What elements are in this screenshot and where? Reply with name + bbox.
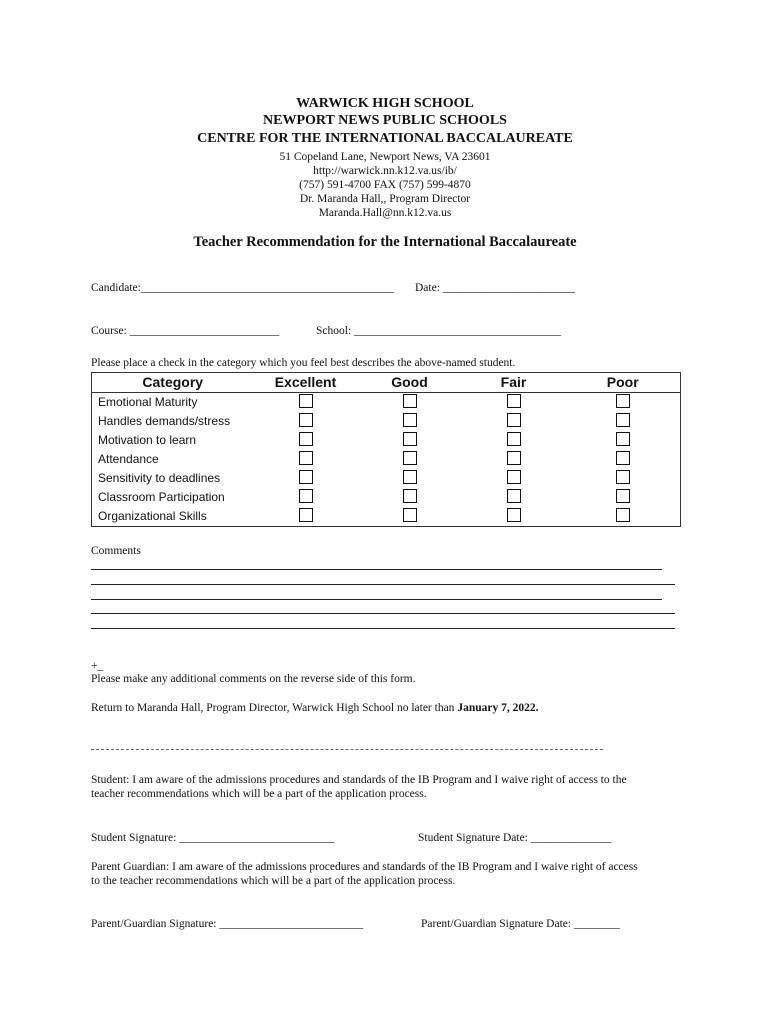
student-waiver: Student: I am aware of the admissions procedures and standards of the IB Program and I waive right of access to the	[91, 774, 627, 786]
comment-line[interactable]	[91, 569, 662, 570]
checkbox-good[interactable]	[403, 394, 417, 408]
rating-cell	[358, 450, 462, 469]
rating-cell	[566, 450, 681, 469]
rating-cell	[462, 507, 566, 527]
header-poor: Poor	[606, 374, 639, 390]
category-label: Attendance	[98, 452, 159, 466]
checkbox-good[interactable]	[403, 413, 417, 427]
rating-cell	[462, 393, 566, 413]
checkbox-excellent[interactable]	[299, 489, 313, 503]
course-field[interactable]: Course: __________________________	[91, 325, 280, 337]
address: 51 Copeland Lane, Newport News, VA 23601	[279, 151, 491, 163]
comment-line[interactable]	[91, 599, 662, 600]
checkbox-excellent[interactable]	[299, 413, 313, 427]
rating-cell	[566, 488, 681, 507]
rating-cell	[462, 412, 566, 431]
district-name: NEWPORT NEWS PUBLIC SCHOOLS	[263, 113, 507, 128]
checkbox-poor[interactable]	[616, 451, 630, 465]
comment-line[interactable]	[91, 613, 675, 614]
table-row	[92, 431, 681, 450]
category-label: Sensitivity to deadlines	[98, 471, 221, 485]
table-row	[92, 507, 681, 527]
rating-cell	[254, 412, 358, 431]
reverse-note: Please make any additional comments on the reverse side of this form.	[91, 673, 416, 685]
rating-cell	[254, 431, 358, 450]
parent-signature-date-field[interactable]: Parent/Guardian Signature Date: ________	[421, 918, 620, 930]
return-date: January 7, 2022.	[457, 702, 539, 714]
table-row	[92, 488, 681, 507]
checkbox-fair[interactable]	[507, 489, 521, 503]
rating-cell	[566, 393, 681, 413]
rating-cell	[566, 412, 681, 431]
category-label: Organizational Skills	[98, 509, 207, 523]
rating-cell	[566, 431, 681, 450]
checkbox-poor[interactable]	[616, 470, 630, 484]
checkbox-poor[interactable]	[616, 394, 630, 408]
parent-waiver-cont: to the teacher recommendations which will be a part of the application process.	[91, 875, 456, 887]
checkbox-poor[interactable]	[616, 413, 630, 427]
date-field[interactable]: Date: _______________________	[415, 282, 576, 294]
rating-cell	[358, 412, 462, 431]
student-signature-date-field[interactable]: Student Signature Date: ______________	[418, 832, 612, 844]
rating-cell	[462, 431, 566, 450]
category-label: Motivation to learn	[98, 433, 197, 447]
rating-cell	[566, 507, 681, 527]
checkbox-fair[interactable]	[507, 413, 521, 427]
phone-fax: (757) 591-4700 FAX (757) 599-4870	[299, 179, 471, 191]
rating-cell	[462, 469, 566, 488]
table-row	[92, 393, 681, 413]
school-name: WARWICK HIGH SCHOOL	[296, 96, 474, 111]
rating-cell	[254, 469, 358, 488]
checkbox-good[interactable]	[403, 432, 417, 446]
rating-cell	[566, 469, 681, 488]
category-label: Classroom Participation	[98, 490, 225, 504]
student-waiver-cont: teacher recommendations which will be a part of the application process.	[91, 788, 427, 800]
checkbox-excellent[interactable]	[299, 470, 313, 484]
return-note-text: Return to Maranda Hall, Program Director, Warwick High School no later than	[91, 702, 458, 714]
table-row	[92, 412, 681, 431]
instructions: Please place a check in the category which you feel best describes the above-named student.	[91, 357, 516, 369]
header-good: Good	[391, 374, 428, 390]
rating-cell	[462, 488, 566, 507]
category-label: Emotional Maturity	[98, 395, 198, 409]
checkbox-poor[interactable]	[616, 508, 630, 522]
checkbox-excellent[interactable]	[299, 451, 313, 465]
comment-line[interactable]	[91, 628, 675, 629]
comments-label: Comments	[91, 545, 141, 557]
rating-table	[91, 372, 681, 527]
checkbox-good[interactable]	[403, 451, 417, 465]
student-signature-field[interactable]: Student Signature: ___________________________	[91, 832, 335, 844]
form-title: Teacher Recommendation for the International Baccalaureate	[193, 234, 577, 250]
checkbox-excellent[interactable]	[299, 508, 313, 522]
checkbox-excellent[interactable]	[299, 394, 313, 408]
centre-name: CENTRE FOR THE INTERNATIONAL BACCALAUREATE	[197, 131, 573, 146]
website[interactable]: http://warwick.nn.k12.va.us/ib/	[313, 165, 457, 177]
school-field[interactable]: School: ____________________________________	[316, 325, 562, 337]
rating-cell	[462, 450, 566, 469]
checkbox-fair[interactable]	[507, 470, 521, 484]
cut-line	[91, 749, 603, 750]
checkbox-good[interactable]	[403, 470, 417, 484]
email[interactable]: Maranda.Hall@nn.k12.va.us	[318, 207, 452, 219]
checkbox-fair[interactable]	[507, 432, 521, 446]
checkbox-good[interactable]	[403, 508, 417, 522]
checkbox-poor[interactable]	[616, 432, 630, 446]
plus-mark: +_	[91, 660, 104, 672]
header-excellent: Excellent	[274, 374, 337, 390]
parent-signature-field[interactable]: Parent/Guardian Signature: _________________________	[91, 918, 364, 930]
table-row	[92, 469, 681, 488]
checkbox-fair[interactable]	[507, 451, 521, 465]
return-note	[91, 702, 538, 714]
table-row	[92, 450, 681, 469]
parent-waiver: Parent Guardian: I am aware of the admissions procedures and standards of the IB Program and I waive right of access	[91, 861, 638, 873]
rating-cell	[254, 488, 358, 507]
header-fair: Fair	[500, 374, 527, 390]
rating-cell	[358, 393, 462, 413]
comment-line[interactable]	[91, 584, 675, 585]
rating-cell	[358, 469, 462, 488]
rating-cell	[254, 507, 358, 527]
checkbox-fair[interactable]	[507, 508, 521, 522]
checkbox-good[interactable]	[403, 489, 417, 503]
checkbox-fair[interactable]	[507, 394, 521, 408]
checkbox-poor[interactable]	[616, 489, 630, 503]
rating-cell	[358, 488, 462, 507]
rating-cell	[254, 450, 358, 469]
rating-cell	[358, 507, 462, 527]
checkbox-excellent[interactable]	[299, 432, 313, 446]
candidate-field[interactable]: Candidate:____________________________________________	[91, 282, 394, 294]
category-label: Handles demands/stress	[98, 414, 231, 428]
rating-cell	[358, 431, 462, 450]
director: Dr. Maranda Hall,, Program Director	[299, 193, 471, 205]
rating-cell	[254, 393, 358, 413]
header-category: Category	[142, 374, 204, 390]
